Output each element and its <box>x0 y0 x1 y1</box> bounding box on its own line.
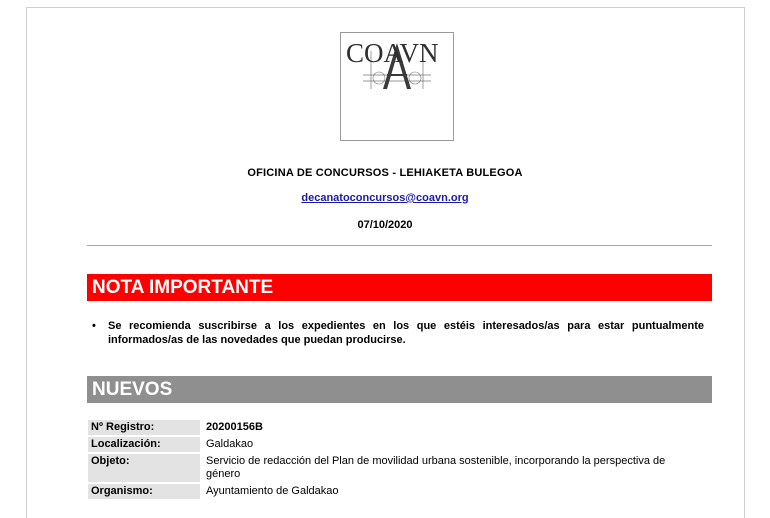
nuevos-heading: NUEVOS <box>87 376 712 403</box>
table-row <box>88 437 688 452</box>
table-row <box>88 420 688 435</box>
bullet-icon: • <box>92 320 96 332</box>
registro-label: Nº Registro: <box>88 420 200 435</box>
contact-email <box>0 192 770 204</box>
organismo-label: Organismo: <box>88 484 200 499</box>
header-divider <box>87 245 712 246</box>
logo-text: COAVN <box>346 38 439 68</box>
table-row <box>88 484 688 499</box>
email-link[interactable]: decanatoconcursos@coavn.org <box>301 192 469 204</box>
registro-value: 20200156B <box>206 421 263 433</box>
localizacion-label: Localización: <box>88 437 200 452</box>
objeto-label: Objeto: <box>88 454 200 482</box>
office-title: OFICINA DE CONCURSOS - LEHIAKETA BULEGOA <box>247 167 523 179</box>
nota-importante-heading: NOTA IMPORTANTE <box>87 274 712 301</box>
table-row <box>88 454 688 482</box>
nota-text: Se recomienda suscribirse a los expedientes en los que estéis interesados/as para estar puntualmente informados/as de las novedades que puedan producirse. <box>108 320 704 346</box>
organismo-value: Ayuntamiento de Galdakao <box>206 485 339 497</box>
nota-bullet-item <box>92 319 704 347</box>
coavn-logo <box>340 32 454 141</box>
localizacion-value: Galdakao <box>206 438 254 450</box>
document-date: 07/10/2020 <box>357 219 413 231</box>
objeto-value: Servicio de redacción del Plan de movilidad urbana sostenible, incorporando la perspectiva de género <box>206 455 666 480</box>
registro-table <box>88 420 688 501</box>
coavn-logo-graphic <box>341 33 453 140</box>
